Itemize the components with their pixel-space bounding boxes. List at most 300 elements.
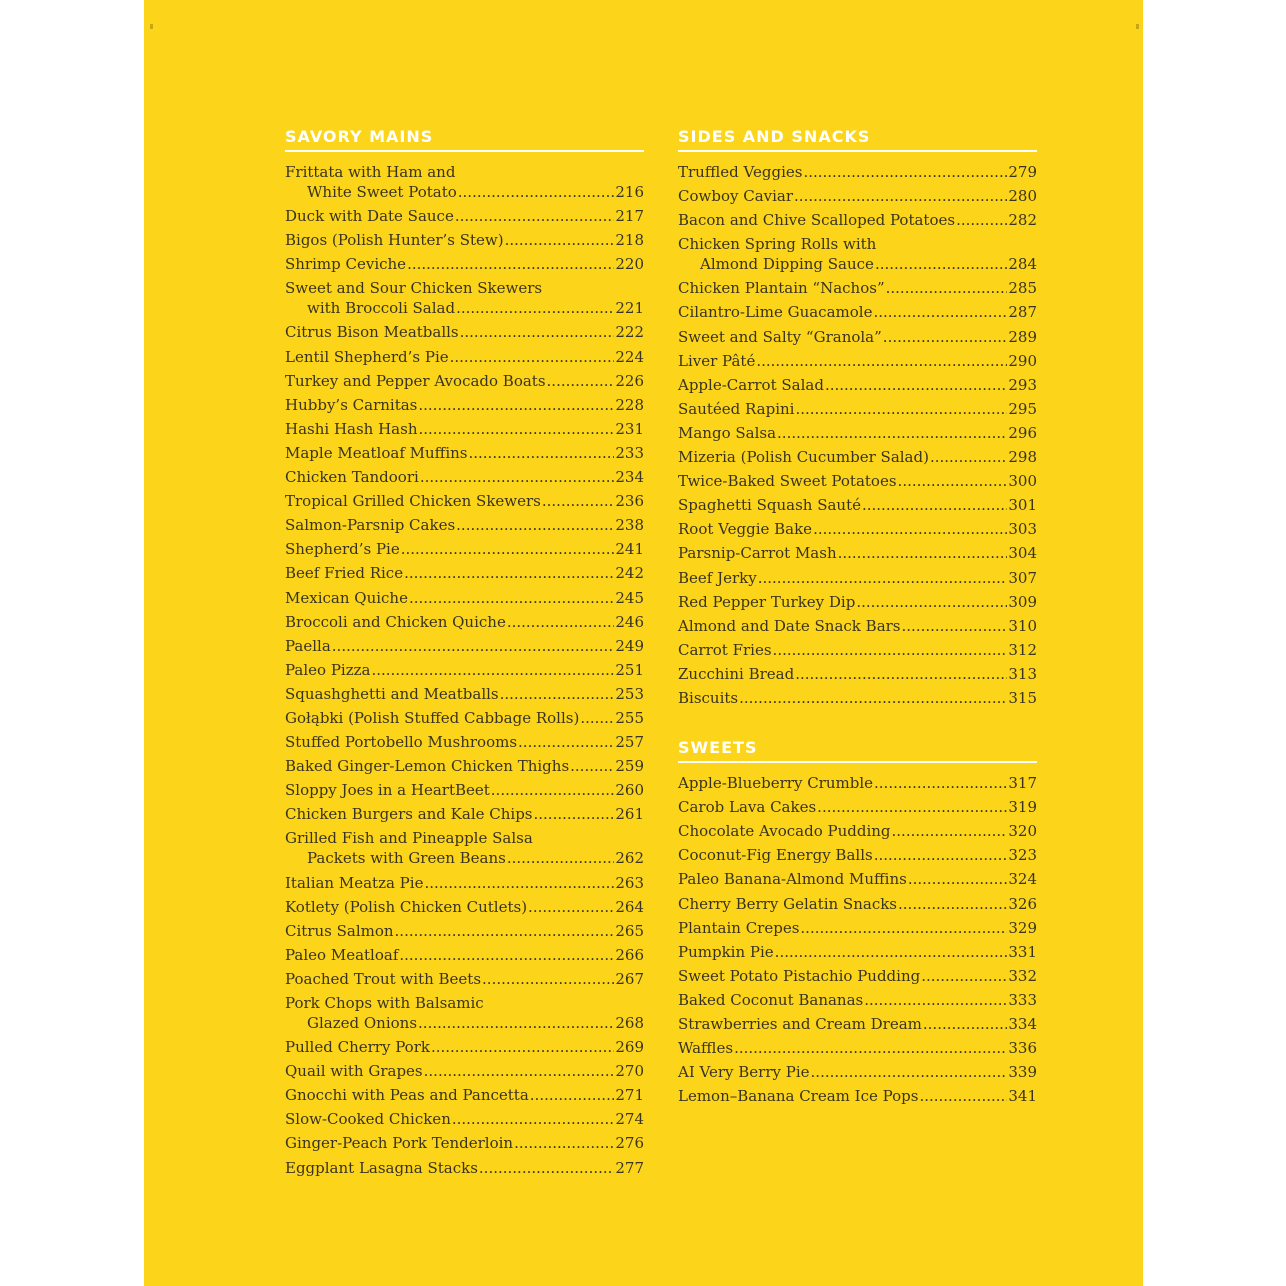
- entry-title: Pulled Cherry Pork: [285, 1038, 430, 1057]
- dot-leader: [399, 945, 614, 965]
- entry-row: [678, 797, 1037, 817]
- entry-title: Sloppy Joes in a HeartBeet: [285, 781, 490, 800]
- entry-title: Cherry Berry Gelatin Snacks: [678, 894, 898, 913]
- entry-title: Sweet Potato Pistachio Pudding: [678, 966, 921, 985]
- entry-list-savory-mains: [285, 162, 644, 1178]
- dot-leader: [505, 230, 615, 250]
- entry-title: Bacon and Chive Scalloped Potatoes: [678, 211, 956, 230]
- entry-title-continued: Packets with Green Beans: [307, 849, 506, 868]
- page-number: 268: [615, 1014, 644, 1032]
- page-number: 317: [1008, 774, 1037, 793]
- entry-title-line: Frittata with Ham and: [285, 163, 456, 181]
- dot-leader: [775, 942, 1008, 962]
- entry-row: [285, 921, 644, 941]
- dot-leader: [756, 351, 1007, 371]
- section-heading-sides-and-snacks: SIDES AND SNACKS: [678, 127, 1037, 152]
- page-number: 263: [615, 873, 644, 892]
- entry-title: Mexican Quiche: [285, 588, 408, 607]
- page-number: 315: [1008, 688, 1037, 707]
- entry-title: Hubby’s Carnitas: [285, 395, 418, 414]
- toc-entry: [285, 945, 644, 965]
- dot-leader: [813, 519, 1007, 539]
- dot-leader: [908, 869, 1008, 889]
- entry-title: Chocolate Avocado Pudding: [678, 822, 891, 841]
- page-number: 326: [1008, 894, 1037, 913]
- entry-row: [678, 495, 1037, 515]
- entry-title: Twice-Baked Sweet Potatoes: [678, 472, 897, 491]
- entry-title: Italian Meatza Pie: [285, 873, 424, 892]
- entry-title: Carrot Fries: [678, 640, 772, 659]
- entry-title: Coconut-Fig Energy Balls: [678, 846, 873, 865]
- dot-leader: [479, 1158, 614, 1178]
- entry-row: [678, 1086, 1037, 1106]
- entry-row: [285, 945, 644, 965]
- entry-title: Chicken Burgers and Kale Chips: [285, 805, 533, 824]
- toc-entry: [678, 918, 1037, 938]
- dot-leader: [450, 347, 615, 367]
- entry-title-line: Chicken Spring Rolls with: [678, 235, 877, 254]
- entry-row: [285, 491, 644, 511]
- toc-entry: [285, 828, 644, 868]
- page-number: 222: [615, 323, 644, 342]
- entry-title: Chicken Tandoori: [285, 468, 419, 487]
- entry-row: [285, 419, 644, 439]
- entry-title: Beef Jerky: [678, 568, 757, 587]
- entry-row: [285, 1085, 644, 1105]
- page-number: 301: [1008, 496, 1037, 515]
- dot-leader: [534, 804, 615, 824]
- toc-entry: [285, 491, 644, 511]
- page-number: 257: [615, 733, 644, 752]
- toc-entry: [678, 942, 1037, 962]
- toc-entry: [285, 515, 644, 535]
- dot-leader: [518, 732, 614, 752]
- toc-entry: [678, 568, 1037, 588]
- entry-row: [678, 254, 1037, 274]
- entry-title: Cowboy Caviar: [678, 187, 794, 206]
- entry-title: Mango Salsa: [678, 423, 777, 442]
- entry-row: [678, 966, 1037, 986]
- entry-title: Pumpkin Pie: [678, 942, 774, 961]
- toc-entry: [285, 539, 644, 559]
- entry-title: Apple-Blueberry Crumble: [678, 774, 874, 793]
- page-number: 267: [615, 969, 644, 988]
- entry-row: [285, 756, 644, 776]
- page-number: 280: [1008, 187, 1037, 206]
- entry-title: Paleo Banana-Almond Muffins: [678, 870, 907, 889]
- toc-entry: [678, 1038, 1037, 1058]
- entry-list-sweets: [678, 773, 1037, 1106]
- page-number: 266: [615, 945, 644, 964]
- entry-row: [678, 447, 1037, 467]
- entry-title: Cilantro-Lime Guacamole: [678, 303, 873, 322]
- toc-entry: [678, 423, 1037, 443]
- entry-row: [285, 1061, 644, 1081]
- dot-leader: [418, 419, 614, 439]
- entry-title: Paleo Meatloaf: [285, 945, 399, 964]
- toc-entry: [678, 688, 1037, 708]
- toc-entry: [285, 395, 644, 415]
- page-number: 245: [615, 588, 644, 607]
- entry-row: [678, 592, 1037, 612]
- entry-title-continued: Glazed Onions: [307, 1014, 418, 1032]
- page-number: 295: [1008, 399, 1037, 418]
- toc-entry: [285, 732, 644, 752]
- entry-row: [285, 443, 644, 463]
- toc-entry: [678, 894, 1037, 914]
- toc-entry: [285, 804, 644, 824]
- toc-entry: [678, 797, 1037, 817]
- dot-leader: [547, 371, 615, 391]
- entry-row: [285, 230, 644, 250]
- page-number: 307: [1008, 568, 1037, 587]
- toc-entry: [285, 1085, 644, 1105]
- entry-row: [285, 298, 644, 318]
- dot-leader: [795, 664, 1007, 684]
- dot-leader: [930, 447, 1007, 467]
- entry-row: [678, 1062, 1037, 1082]
- crop-mark-left: [150, 24, 153, 29]
- page-number: 221: [615, 299, 644, 318]
- entry-title: Maple Meatloaf Muffins: [285, 443, 468, 462]
- entry-row: [285, 539, 644, 559]
- page-number: 319: [1008, 798, 1037, 817]
- page-number: 236: [615, 492, 644, 511]
- toc-entry: [285, 1037, 644, 1057]
- entry-row: [678, 918, 1037, 938]
- book-page: [144, 0, 1143, 1286]
- entry-row: [678, 1014, 1037, 1034]
- page-number: 224: [615, 347, 644, 366]
- dot-leader: [452, 1109, 615, 1129]
- entry-row: [285, 371, 644, 391]
- entry-row: [678, 1038, 1037, 1058]
- toc-entry: [678, 302, 1037, 322]
- entry-row: [285, 182, 644, 202]
- dot-leader: [856, 592, 1007, 612]
- toc-entry: [285, 708, 644, 728]
- toc-entry: [678, 234, 1037, 274]
- toc-entry: [678, 351, 1037, 371]
- page-number: 336: [1008, 1039, 1037, 1058]
- entry-title: Gołąbki (Polish Stuffed Cabbage Rolls): [285, 708, 580, 727]
- page-number: 253: [615, 684, 644, 703]
- page-number: 329: [1008, 918, 1037, 937]
- dot-leader: [431, 1037, 614, 1057]
- toc-entry: [678, 1086, 1037, 1106]
- entry-row: [285, 563, 644, 583]
- toc-entry: [678, 773, 1037, 793]
- entry-row: [678, 773, 1037, 793]
- entry-row: [285, 708, 644, 728]
- entry-row: [678, 399, 1037, 419]
- dot-leader: [803, 162, 1007, 182]
- dot-leader: [758, 568, 1008, 588]
- dot-leader: [817, 797, 1007, 817]
- toc-entry: [285, 993, 644, 1033]
- page-number: 341: [1008, 1087, 1037, 1106]
- toc-entry: [678, 162, 1037, 182]
- page-number: 334: [1008, 1015, 1037, 1033]
- entry-row: [285, 347, 644, 367]
- page-number: 249: [615, 636, 644, 655]
- dot-leader: [424, 873, 614, 893]
- entry-title: Kotlety (Polish Chicken Cutlets): [285, 897, 528, 916]
- entry-row: [285, 660, 644, 680]
- toc-entry: [285, 780, 644, 800]
- dot-leader: [418, 395, 614, 415]
- entry-title: Turkey and Pepper Avocado Boats: [285, 371, 546, 390]
- entry-title: Truffled Veggies: [678, 163, 803, 181]
- toc-entry: [285, 588, 644, 608]
- dot-leader: [458, 182, 615, 202]
- entry-title: Strawberries and Cream Dream: [678, 1015, 922, 1033]
- dot-leader: [418, 1013, 614, 1033]
- entry-row: [285, 848, 644, 868]
- toc-entry: [285, 660, 644, 680]
- toc-entry: [678, 592, 1037, 612]
- page-number: 259: [615, 757, 644, 776]
- dot-leader: [404, 563, 614, 583]
- dot-leader: [795, 399, 1007, 419]
- dot-leader: [811, 1062, 1008, 1082]
- toc-entry: [285, 636, 644, 656]
- toc-entry: [285, 1158, 644, 1178]
- entry-title: Red Pepper Turkey Dip: [678, 592, 856, 611]
- page-number: 274: [615, 1110, 644, 1129]
- entry-row: [678, 616, 1037, 636]
- dot-leader: [482, 969, 614, 989]
- toc-entry: [678, 966, 1037, 986]
- entry-row: [678, 162, 1037, 182]
- page-number: 241: [615, 540, 644, 559]
- page-number: 296: [1008, 423, 1037, 442]
- page-number: 293: [1008, 375, 1037, 394]
- page-number: 303: [1008, 520, 1037, 539]
- toc-entry: [285, 612, 644, 632]
- toc-entry: [285, 897, 644, 917]
- entry-title: Eggplant Lasagna Stacks: [285, 1158, 478, 1177]
- entry-row: [678, 664, 1037, 684]
- toc-entry: [285, 969, 644, 989]
- entry-title: Chicken Plantain “Nachos”: [678, 279, 885, 298]
- toc-entry: [678, 616, 1037, 636]
- dot-leader: [409, 588, 614, 608]
- entry-title: Plantain Crepes: [678, 918, 800, 937]
- dot-leader: [874, 845, 1008, 865]
- page-number: 265: [615, 921, 644, 940]
- entry-row: [285, 684, 644, 704]
- toc-entry: [678, 399, 1037, 419]
- entry-row: [285, 467, 644, 487]
- entry-row: [285, 588, 644, 608]
- dot-leader: [825, 375, 1007, 395]
- dot-leader: [864, 990, 1007, 1010]
- dot-leader: [923, 1014, 1007, 1034]
- dot-leader: [507, 848, 615, 868]
- page-number: 290: [1008, 351, 1037, 370]
- dot-leader: [898, 471, 1008, 491]
- page-number: 251: [615, 660, 644, 679]
- dot-leader: [542, 491, 614, 511]
- toc-entry: [285, 254, 644, 274]
- dot-leader: [570, 756, 614, 776]
- toc-entry: [285, 467, 644, 487]
- dot-leader: [500, 684, 615, 704]
- entry-row: [678, 351, 1037, 371]
- dot-leader: [530, 1085, 615, 1105]
- entry-title: Salmon-Parsnip Cakes: [285, 516, 456, 535]
- toc-entry: [285, 1109, 644, 1129]
- page-number: 284: [1008, 255, 1037, 274]
- dot-leader: [491, 780, 615, 800]
- page-number: 339: [1008, 1063, 1037, 1082]
- entry-title: Ginger-Peach Pork Tenderloin: [285, 1134, 514, 1153]
- entry-title: Waffles: [678, 1039, 734, 1058]
- page-number: 277: [615, 1158, 644, 1177]
- toc-entry: [678, 186, 1037, 206]
- entry-row: [285, 873, 644, 893]
- entry-row: [678, 543, 1037, 563]
- dot-leader: [407, 254, 614, 274]
- page-number: 260: [615, 781, 644, 800]
- entry-row: [678, 821, 1037, 841]
- page-number: 331: [1008, 942, 1037, 961]
- dot-leader: [777, 423, 1007, 443]
- entry-list-sides-and-snacks: [678, 162, 1037, 708]
- toc-entry: [678, 1062, 1037, 1082]
- entry-title: Poached Trout with Beets: [285, 969, 482, 988]
- toc-entry: [678, 1014, 1037, 1034]
- page-number: 310: [1008, 616, 1037, 635]
- toc-entry: [285, 756, 644, 776]
- entry-title: Sautéed Rapini: [678, 399, 795, 418]
- entry-row: [285, 732, 644, 752]
- entry-title: Citrus Bison Meatballs: [285, 323, 459, 342]
- dot-leader: [921, 966, 1007, 986]
- dot-leader: [838, 543, 1008, 563]
- toc-entry: [678, 845, 1037, 865]
- dot-leader: [332, 636, 615, 656]
- entry-title: Duck with Date Sauce: [285, 207, 454, 226]
- dot-leader: [460, 322, 615, 342]
- entry-row: [678, 990, 1037, 1010]
- dot-leader: [455, 206, 615, 226]
- entry-row: [285, 254, 644, 274]
- entry-row: [285, 206, 644, 226]
- toc-entry: [285, 371, 644, 391]
- entry-title: Baked Ginger-Lemon Chicken Thighs: [285, 757, 570, 776]
- toc-entry: [678, 869, 1037, 889]
- entry-title: Carob Lava Cakes: [678, 798, 817, 817]
- entry-row: [678, 186, 1037, 206]
- toc-entry: [678, 327, 1037, 347]
- toc-entry: [285, 230, 644, 250]
- entry-row: [285, 395, 644, 415]
- entry-row: [678, 375, 1037, 395]
- page-number: 228: [615, 395, 644, 414]
- entry-row: [285, 1109, 644, 1129]
- entry-row: [678, 869, 1037, 889]
- entry-title: Shepherd’s Pie: [285, 540, 400, 559]
- entry-title: Zucchini Bread: [678, 664, 795, 683]
- dot-leader: [371, 660, 614, 680]
- entry-row: [678, 894, 1037, 914]
- page-number: 269: [615, 1038, 644, 1057]
- section-heading-savory-mains: SAVORY MAINS: [285, 127, 644, 152]
- toc-entry: [678, 447, 1037, 467]
- page-number: 304: [1008, 544, 1037, 563]
- toc-entry: [678, 375, 1037, 395]
- toc-entry: [678, 278, 1037, 298]
- entry-row: [285, 1158, 644, 1178]
- toc-entry: [285, 206, 644, 226]
- dot-leader: [800, 918, 1007, 938]
- toc-entry: [285, 347, 644, 367]
- entry-title: Lemon–Banana Cream Ice Pops: [678, 1087, 919, 1106]
- entry-title: Tropical Grilled Chicken Skewers: [285, 492, 541, 511]
- entry-title: Hashi Hash Hash: [285, 419, 418, 438]
- dot-leader: [902, 616, 1008, 636]
- page-number: 276: [615, 1134, 644, 1153]
- dot-leader: [794, 186, 1007, 206]
- page-number: 233: [615, 443, 644, 462]
- page-number: 313: [1008, 664, 1037, 683]
- page-number: 218: [615, 231, 644, 250]
- dot-leader: [395, 921, 615, 941]
- page-number: 226: [615, 371, 644, 390]
- page-number: 298: [1008, 448, 1037, 467]
- page-number: 238: [615, 516, 644, 535]
- entry-title: Mizeria (Polish Cucumber Salad): [678, 448, 929, 467]
- dot-leader: [956, 210, 1007, 230]
- dot-leader: [456, 515, 614, 535]
- page-number: 309: [1008, 592, 1037, 611]
- toc-entry: [678, 210, 1037, 230]
- toc-entry: [285, 419, 644, 439]
- page-number: 216: [615, 183, 644, 201]
- dot-leader: [883, 327, 1008, 347]
- dot-leader: [424, 1061, 615, 1081]
- page-number: 323: [1008, 846, 1037, 865]
- entry-row: [678, 845, 1037, 865]
- entry-row: [285, 969, 644, 989]
- page-number: 217: [615, 207, 644, 226]
- dot-leader: [919, 1086, 1007, 1106]
- entry-row: [678, 688, 1037, 708]
- page-number: 285: [1008, 279, 1037, 298]
- dot-leader: [507, 612, 615, 632]
- page-number: 332: [1008, 966, 1037, 985]
- entry-row: [285, 1037, 644, 1057]
- column-left: [285, 127, 644, 1182]
- dot-leader: [862, 495, 1007, 515]
- entry-title: Bigos (Polish Hunter’s Stew): [285, 231, 504, 250]
- entry-title: Almond and Date Snack Bars: [678, 616, 901, 635]
- entry-title: Paella: [285, 636, 331, 655]
- entry-row: [678, 942, 1037, 962]
- toc-entry: [678, 519, 1037, 539]
- dot-leader: [580, 708, 614, 728]
- dot-leader: [456, 298, 614, 318]
- dot-leader: [420, 467, 615, 487]
- entry-row: [678, 423, 1037, 443]
- dot-leader: [468, 443, 614, 463]
- toc-entry: [285, 873, 644, 893]
- entry-title-continued: with Broccoli Salad: [307, 299, 456, 318]
- entry-title-line: Pork Chops with Balsamic: [285, 994, 484, 1012]
- entry-title: Biscuits: [678, 688, 739, 707]
